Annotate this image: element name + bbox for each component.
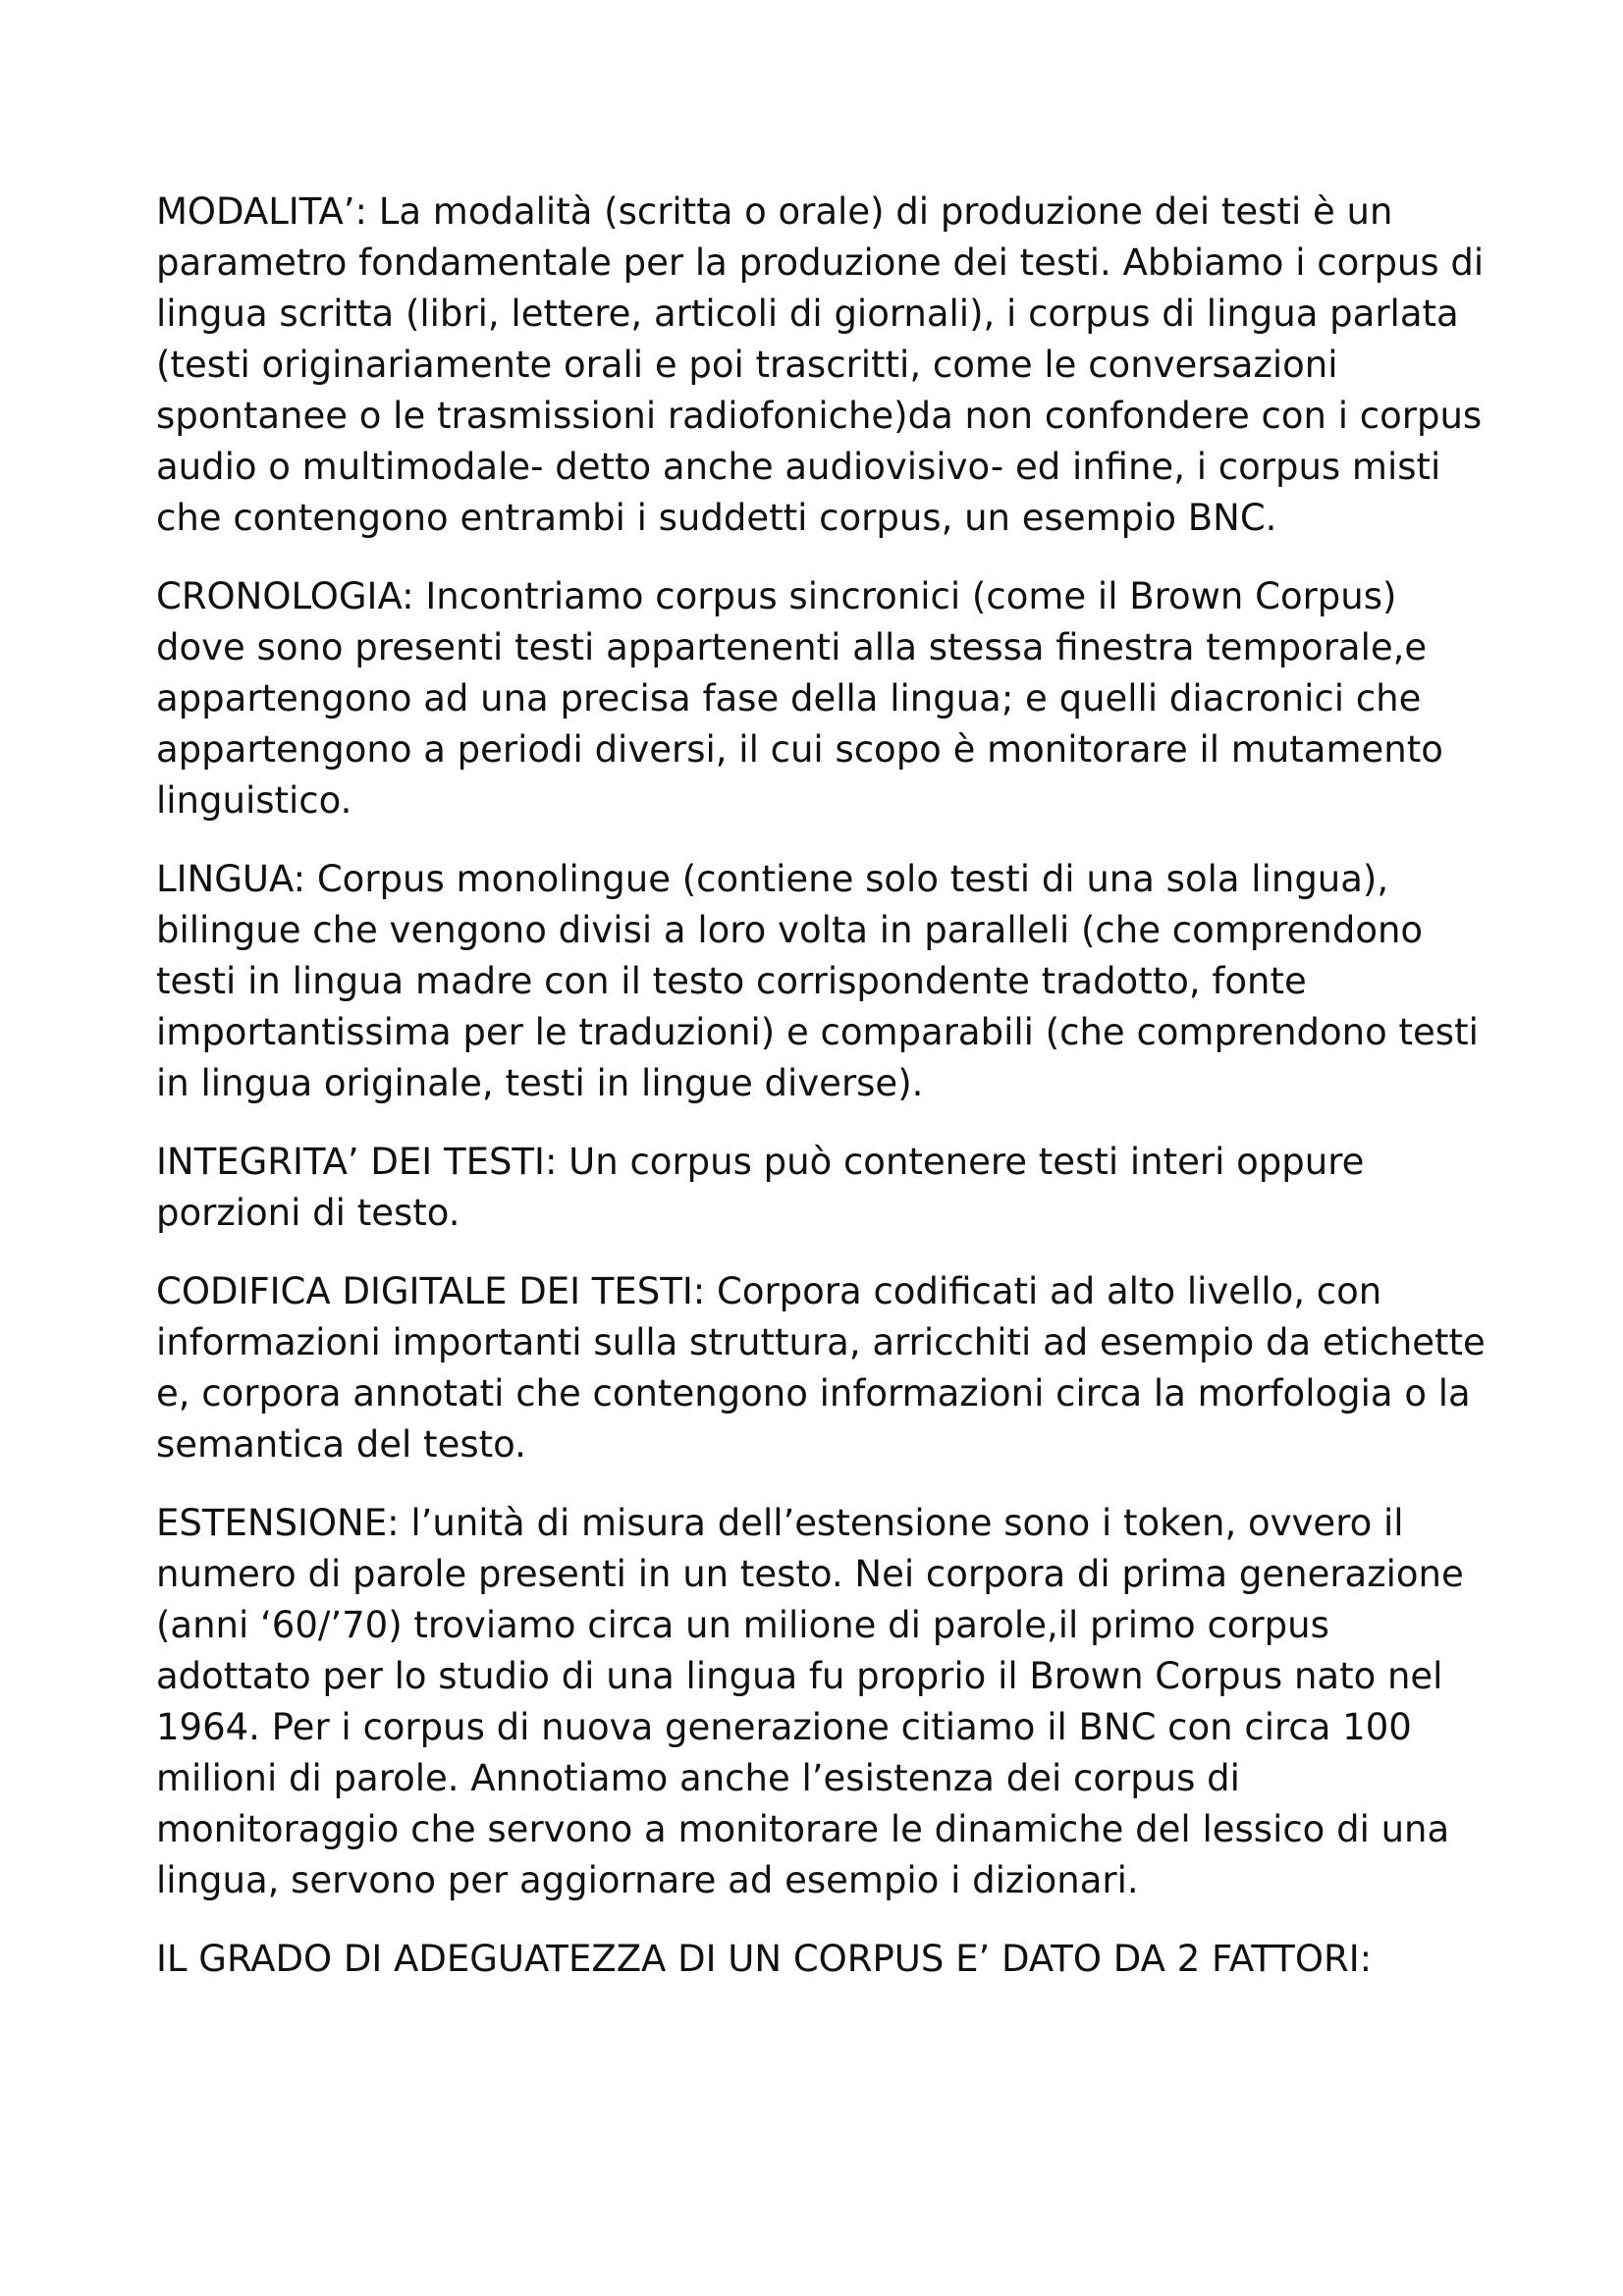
- document-body: [156, 187, 1491, 1985]
- paragraph-grado-adeguatezza: IL GRADO DI ADEGUATEZZA DI UN CORPUS E’ DATO DA 2 FATTORI:: [156, 1938, 1373, 1980]
- paragraph-cronologia: CRONOLOGIA: Incontriamo corpus sincronici (come il Brown Corpus) dove sono presenti testi appartenenti alla stessa finestra temporale,e appartengono ad una precisa fase della lingua; e quelli diacronici che appartengono a periodi diversi, il cui scopo è monitorare il mutamento linguistico.: [156, 575, 1443, 822]
- paragraph-modalita: MODALITA’: La modalità (scritta o orale) di produzione dei testi è un parametro fondamentale per la produzione dei testi. Abbiamo i corpus di lingua scritta (libri, lettere, articoli di giornali), i corpus di lingua parlata (testi originariamente orali e poi trascritti, come le conversazioni spontanee o le trasmissioni radiofoniche)da non confondere con i corpus audio o multimodale- detto anche audiovisivo- ed infine, i corpus misti che contengono entrambi i suddetti corpus, un esempio BNC.: [156, 190, 1485, 539]
- paragraph-estensione: ESTENSIONE: l’unità di misura dell’estensione sono i token, ovvero il numero di parole presenti in un testo. Nei corpora di prima generazione (anni ‘60/’70) troviamo circa un milione di parole,il primo corpus adottato per lo studio di una lingua fu proprio il Brown Corpus nato nel 1964. Per i corpus di nuova generazione citiamo il BNC con circa 100 milioni di parole. Annotiamo anche l’esistenza dei corpus di monitoraggio che servono a monitorare le dinamiche del lessico di una lingua, servono per aggiornare ad esempio i dizionari.: [156, 1502, 1464, 1901]
- paragraph-integrita: INTEGRITA’ DEI TESTI: Un corpus può contenere testi interi oppure porzioni di testo.: [156, 1141, 1365, 1234]
- paragraph-lingua: LINGUA: Corpus monolingue (contiene solo testi di una sola lingua), bilingue che vengono divisi a loro volta in paralleli (che comprendono testi in lingua madre con il testo corrispondente tradotto, fonte importantissima per le traduzioni) e comparabili (che comprendono testi in lingua originale, testi in lingue diverse).: [156, 858, 1479, 1104]
- paragraph-codifica: CODIFICA DIGITALE DEI TESTI: Corpora codificati ad alto livello, con informazioni importanti sulla struttura, arricchiti ad esempio da etichette e, corpora annotati che contengono informazioni circa la morfologia o la semantica del testo.: [156, 1270, 1486, 1466]
